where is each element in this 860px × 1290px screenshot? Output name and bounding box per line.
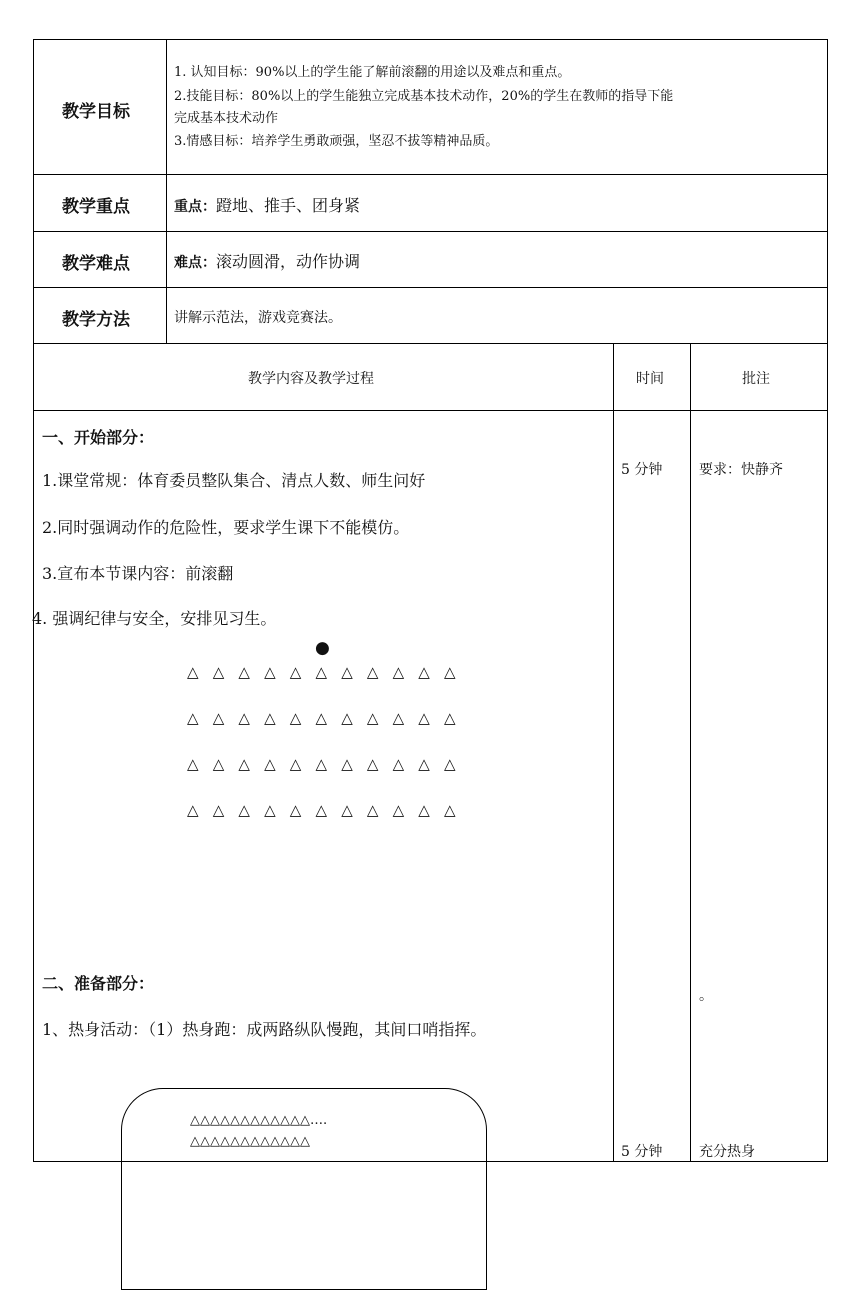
part2-note: 充分热身 <box>699 1144 755 1160</box>
student-triangle-icon: △ <box>418 801 430 819</box>
row-divider <box>33 174 828 175</box>
key-points-label: 教学重点 <box>62 197 130 217</box>
row-divider <box>33 231 828 232</box>
student-triangle-icon: △ <box>187 755 199 773</box>
student-triangle-icon: △ <box>289 755 302 773</box>
student-triangle-icon: △ <box>392 663 405 681</box>
track-row-2: △△△△△△△△△△△△ <box>190 1134 310 1149</box>
student-triangle-icon: △ <box>366 663 379 681</box>
student-triangle-icon: △ <box>264 663 276 681</box>
row-divider <box>33 343 828 344</box>
student-triangle-icon: △ <box>187 709 199 727</box>
part1-item-2: 2.同时强调动作的危险性，要求学生课下不能模仿。 <box>42 518 410 537</box>
student-triangle-icon: △ <box>264 709 276 727</box>
track-row-1: △△△△△△△△△△△△…. <box>190 1113 328 1128</box>
student-triangle-icon: △ <box>341 709 353 727</box>
student-triangle-icon: △ <box>264 755 276 773</box>
notes-header: 批注 <box>742 371 770 387</box>
student-triangle-icon: △ <box>289 801 302 819</box>
student-triangle-icon: △ <box>418 709 430 727</box>
student-triangle-icon: △ <box>212 663 225 681</box>
part2-item-1: 1、热身活动：（1）热身跑：成两路纵队慢跑，其间口哨指挥。 <box>42 1020 487 1039</box>
part1-title: 一、开始部分： <box>42 428 155 447</box>
student-triangle-icon: △ <box>289 663 302 681</box>
objective-line-2: 2.技能目标：80%以上的学生能独立完成基本技术动作，20%的学生在教师的指导下能 <box>174 89 674 104</box>
table-border-top <box>33 39 828 40</box>
difficulties-content <box>174 249 360 272</box>
time-column-divider <box>613 343 614 1162</box>
part1-time: 5 分钟 <box>621 462 663 478</box>
part2-dot-note: 。 <box>699 988 713 1004</box>
part1-item-4: 4. 强调纪律与安全，安排见习生。 <box>32 609 277 628</box>
content-header: 教学内容及教学过程 <box>248 371 374 387</box>
student-triangle-icon: △ <box>238 663 250 681</box>
student-triangle-icon: △ <box>392 801 405 819</box>
methods-text: 讲解示范法，游戏竞赛法。 <box>174 310 342 326</box>
time-header: 时间 <box>636 371 664 387</box>
row-divider <box>33 287 828 288</box>
student-triangle-icon: △ <box>315 755 328 773</box>
student-triangle-icon: △ <box>444 709 456 727</box>
student-triangle-icon: △ <box>264 801 276 819</box>
table-border-left <box>33 39 34 1162</box>
key-points-text: 蹬地、推手、团身紧 <box>216 196 361 215</box>
student-triangle-icon: △ <box>341 801 353 819</box>
student-triangle-icon: △ <box>212 801 225 819</box>
objective-line-4: 3.情感目标：培养学生勇敢顽强，坚忍不拔等精神品质。 <box>174 134 499 149</box>
student-triangle-icon: △ <box>444 663 456 681</box>
student-triangle-icon: △ <box>341 755 353 773</box>
student-triangle-icon: △ <box>238 755 250 773</box>
part2-title: 二、准备部分： <box>42 974 155 993</box>
notes-column-divider <box>690 343 691 1162</box>
part1-note: 要求：快静齐 <box>699 462 783 478</box>
student-triangle-icon: △ <box>418 663 430 681</box>
student-triangle-icon: △ <box>187 663 199 681</box>
part1-item-3: 3.宣布本节课内容：前滚翻 <box>42 564 234 583</box>
student-triangle-icon: △ <box>187 801 199 819</box>
student-triangle-icon: △ <box>315 663 328 681</box>
student-triangle-icon: △ <box>366 801 379 819</box>
student-triangle-icon: △ <box>392 709 405 727</box>
student-triangle-icon: △ <box>444 801 456 819</box>
difficulties-text: 滚动圆滑，动作协调 <box>216 252 361 271</box>
table-border-right <box>827 39 828 1162</box>
student-triangle-icon: △ <box>366 755 379 773</box>
objectives-label: 教学目标 <box>62 102 130 122</box>
label-column-divider <box>166 39 167 343</box>
key-points-content <box>174 193 360 216</box>
student-triangle-icon: △ <box>212 755 225 773</box>
student-triangle-icon: △ <box>444 755 456 773</box>
student-triangle-icon: △ <box>315 709 328 727</box>
teacher-marker: ● <box>315 638 330 658</box>
student-triangle-icon: △ <box>366 709 379 727</box>
student-triangle-icon: △ <box>289 709 302 727</box>
student-triangle-icon: △ <box>341 663 353 681</box>
objective-line-1: 1. 认知目标：90%以上的学生能了解前滚翻的用途以及难点和重点。 <box>174 65 571 80</box>
student-triangle-icon: △ <box>418 755 430 773</box>
student-triangle-icon: △ <box>315 801 328 819</box>
difficulties-prefix: 难点： <box>174 255 216 271</box>
objective-line-3: 完成基本技术动作 <box>174 111 279 126</box>
student-triangle-icon: △ <box>238 801 250 819</box>
student-triangle-icon: △ <box>212 709 225 727</box>
student-triangle-icon: △ <box>392 755 405 773</box>
student-triangle-icon: △ <box>238 709 250 727</box>
difficulties-label: 教学难点 <box>62 254 130 274</box>
row-divider <box>33 410 828 411</box>
methods-label: 教学方法 <box>62 310 130 330</box>
key-points-prefix: 重点： <box>174 199 216 215</box>
part1-item-1: 1.课堂常规：体育委员整队集合、清点人数、师生问好 <box>42 471 426 490</box>
part2-time: 5 分钟 <box>621 1144 663 1160</box>
